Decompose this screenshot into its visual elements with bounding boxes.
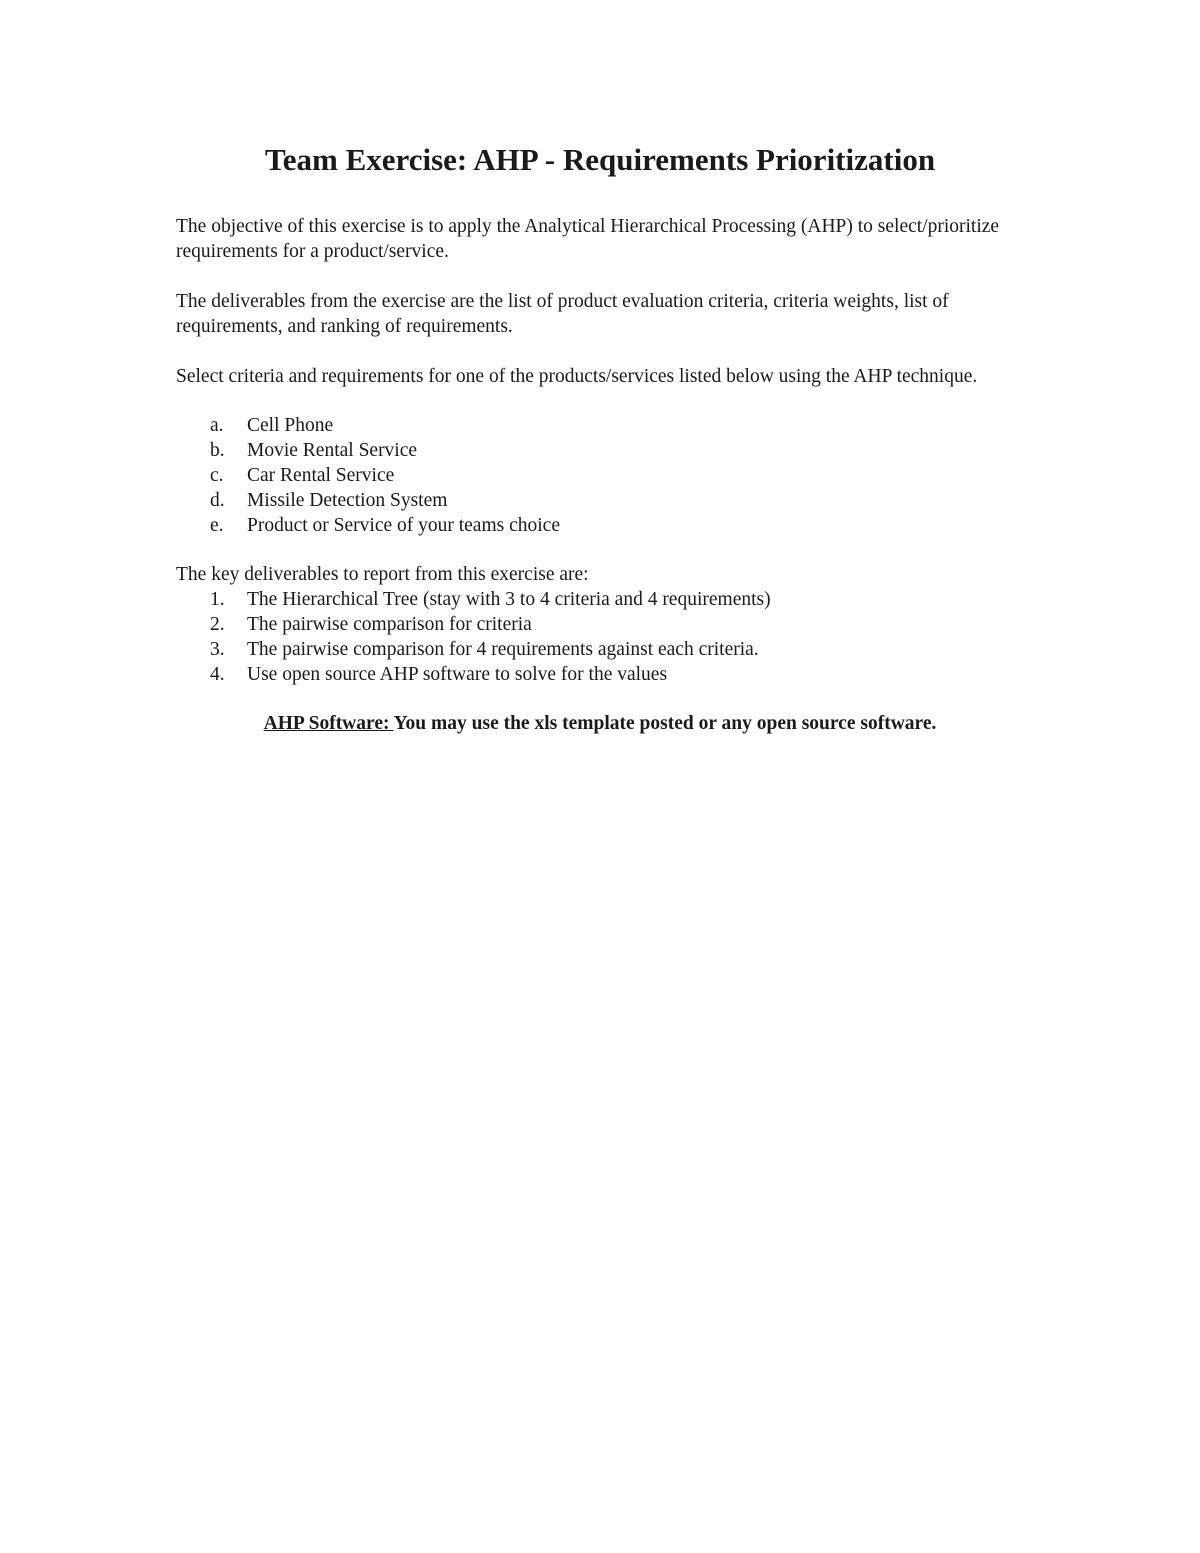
list-item-text: The pairwise comparison for criteria xyxy=(247,614,532,635)
list-item-text: Product or Service of your teams choice xyxy=(247,515,560,536)
list-item xyxy=(176,587,1016,612)
list-item-text: Cell Phone xyxy=(247,415,334,436)
list-marker: 2. xyxy=(210,614,225,635)
list-item xyxy=(176,637,1016,662)
document-title: Team Exercise: AHP - Requirements Prioritization xyxy=(264,142,936,177)
list-item xyxy=(176,463,1016,488)
list-item xyxy=(176,438,1016,463)
list-marker: e. xyxy=(210,515,224,536)
list-item-text: The pairwise comparison for 4 requirements against each criteria. xyxy=(247,639,759,660)
list-marker: b. xyxy=(210,440,225,461)
list-item xyxy=(176,488,1016,513)
product-list xyxy=(176,413,1016,538)
list-marker: 1. xyxy=(210,589,225,610)
list-item xyxy=(176,513,1016,538)
list-item-text: The Hierarchical Tree (stay with 3 to 4 criteria and 4 requirements) xyxy=(247,589,771,610)
list-marker: d. xyxy=(210,490,225,511)
key-deliverables-list xyxy=(176,587,1016,687)
list-item xyxy=(176,413,1016,438)
list-item-text: Car Rental Service xyxy=(247,465,395,486)
software-text: You may use the xls template posted or any open source software. xyxy=(393,713,937,734)
list-marker: 3. xyxy=(210,639,225,660)
list-item xyxy=(176,662,1016,687)
key-deliverables-paragraph: The key deliverables to report from this exercise are: xyxy=(176,564,589,585)
list-item-text: Use open source AHP software to solve for the values xyxy=(247,664,668,685)
software-label: AHP Software: xyxy=(263,713,394,734)
list-marker: a. xyxy=(210,415,224,436)
list-marker: 4. xyxy=(210,664,225,685)
list-item xyxy=(176,612,1016,637)
list-marker: c. xyxy=(210,465,224,486)
list-item-text: Missile Detection System xyxy=(247,490,448,511)
deliverables-paragraph: The deliverables from the exercise are the list of product evaluation criteria, criteria weights, list of requirements, and ranking of requirements. xyxy=(176,291,949,337)
objective-paragraph: The objective of this exercise is to apply the Analytical Hierarchical Processing (AHP) to select/prioritize requirements for a product/service. xyxy=(176,216,1000,262)
software-note xyxy=(0,711,1200,736)
select-paragraph: Select criteria and requirements for one of the products/services listed below using the AHP technique. xyxy=(176,366,978,387)
list-item-text: Movie Rental Service xyxy=(247,440,418,461)
